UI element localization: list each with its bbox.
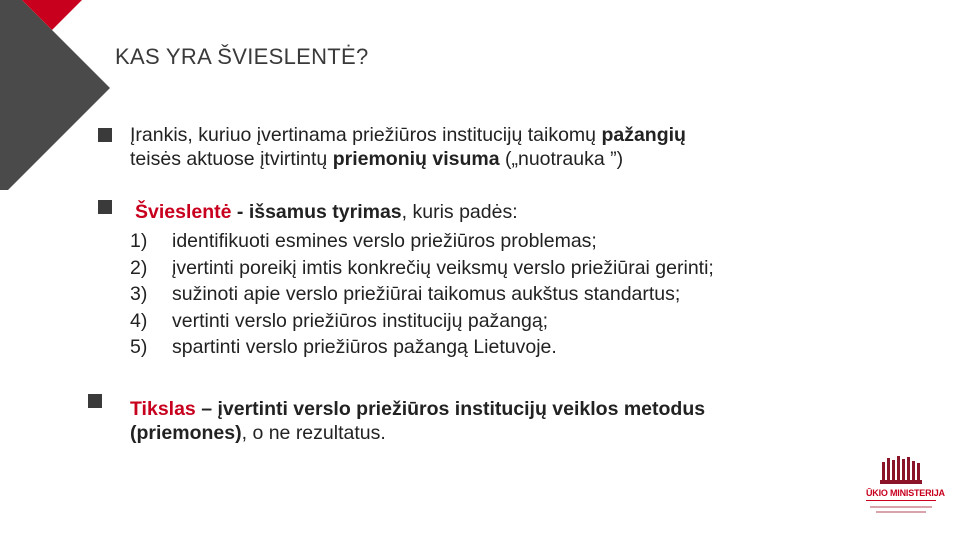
bullet-square-icon xyxy=(88,394,102,408)
list-item: 3) sužinoti apie verslo priežiūrai taikomus aukštus standartus; xyxy=(130,283,681,305)
paragraph-scoreboard: Švieslentė - išsamus tyrimas, kuris padės: xyxy=(135,201,518,223)
list-item: 5) spartinti verslo priežiūros pažangą Lietuvoje. xyxy=(130,336,557,358)
numbered-list xyxy=(130,228,714,361)
page-title: KAS YRA ŠVIESLENTĖ? xyxy=(115,44,369,69)
list-item: 2) įvertinti poreikį imtis konkrečių veiksmų verslo priežiūrai gerinti; xyxy=(130,256,714,279)
ministry-logo xyxy=(860,450,945,518)
list-item: 1) identifikuoti esmines verslo priežiūros problemas; xyxy=(130,230,597,252)
paragraph-goal: Tikslas – įvertinti verslo priežiūros institucijų veiklos metodus (priemones), o ne rezultatus. xyxy=(130,398,706,444)
corner-decoration xyxy=(0,0,110,190)
bullet-square-icon xyxy=(98,200,112,214)
paragraph-definition: Įrankis, kuriuo įvertinama priežiūros institucijų taikomų pažangių teisės aktuose įtvirtintų priemonių visuma („nuotrauka ”) xyxy=(130,124,686,170)
list-item: 4) vertinti verslo priežiūros institucijų pažangą; xyxy=(130,309,549,332)
bullet-square-icon xyxy=(98,128,112,142)
logo-text: ŪKIO MINISTERIJA xyxy=(866,488,945,498)
